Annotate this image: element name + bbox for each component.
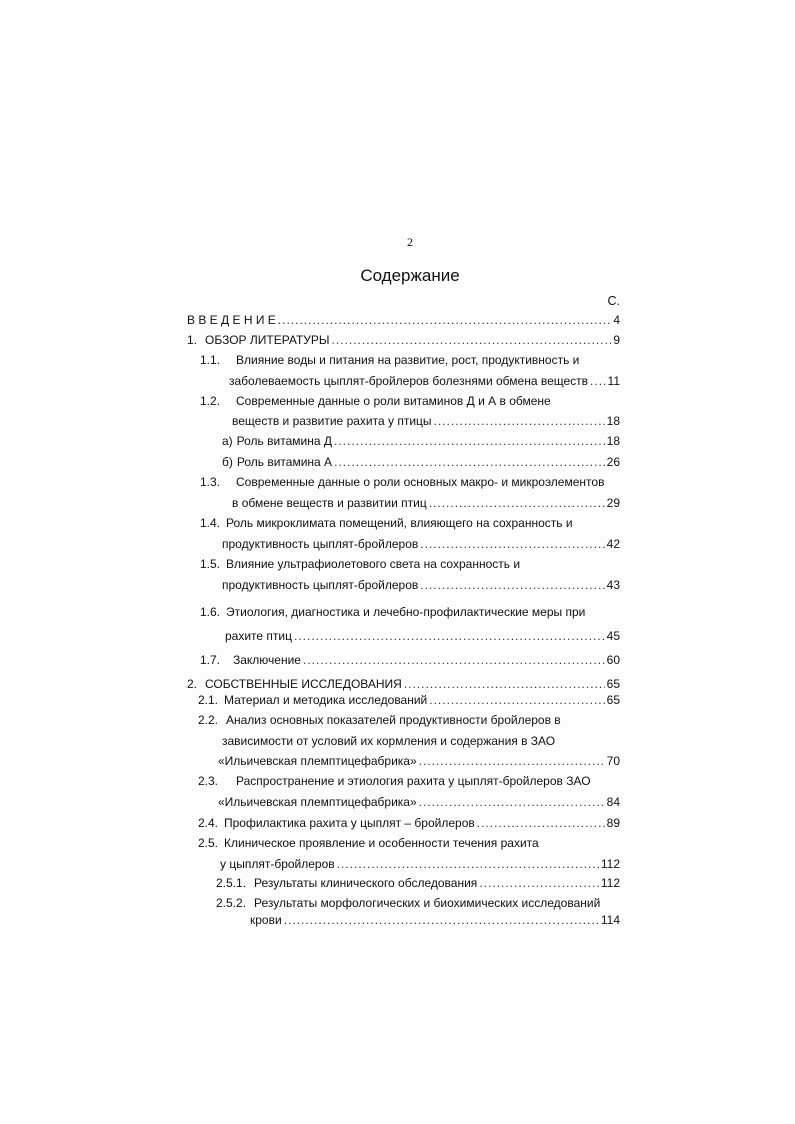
toc-entry-continuation <box>218 754 620 768</box>
toc-entry-text: Результаты морфологических и биохимических исследований <box>254 896 601 910</box>
toc-entry-text: в обмене веществ и развитии птиц <box>232 496 427 510</box>
toc-entry-page: 84 <box>606 795 620 809</box>
toc-entry-number: а) <box>222 434 233 448</box>
toc-entry-number: б) <box>222 455 233 469</box>
toc-entry-page: 26 <box>606 455 620 469</box>
toc-entry-number: 2.3. <box>198 774 219 788</box>
toc-entry-text: Распространение и этиология рахита у цыплят-бройлеров ЗАО <box>236 774 591 788</box>
dot-leader <box>429 496 605 510</box>
toc-entry-number: 2.5. <box>198 836 219 850</box>
toc-entry-continuation <box>229 374 620 388</box>
toc-entry-text: Современные данные о роли основных макро- и микроэлементов <box>236 475 605 489</box>
toc-entry-number: 1.4. <box>200 516 221 530</box>
toc-entry-page: 42 <box>606 537 620 551</box>
toc-entry <box>200 353 579 367</box>
toc-entry-number: 1.5. <box>200 557 221 571</box>
toc-entry <box>200 653 620 667</box>
toc-entry-text: Влияние воды и питания на развитие, рост, продуктивность и <box>236 353 580 367</box>
dot-leader <box>420 537 604 551</box>
toc-entry-text: В В Е Д Е Н И Е <box>187 313 276 327</box>
toc-entry-number: 2.2. <box>198 713 219 727</box>
dot-leader <box>479 876 599 890</box>
toc-entry-text: Результаты клинического обследования <box>254 876 478 890</box>
toc-entry-number: 2.5.1. <box>216 876 247 890</box>
dot-leader <box>332 333 612 347</box>
dot-leader <box>294 629 605 643</box>
page-title: Содержание <box>360 266 460 285</box>
toc-entry-page: 114 <box>600 913 620 927</box>
toc-entry-text: «Ильичевская племптицефабрика» <box>218 795 417 809</box>
toc-entry-text: Роль витамина А <box>236 455 333 469</box>
dot-leader <box>419 795 605 809</box>
toc-entry <box>216 876 620 890</box>
toc-entry-text: рахите птиц <box>225 629 292 643</box>
dot-leader <box>419 754 605 768</box>
toc-entry-text: Роль микроклимата помещений, влияющего на сохранность и <box>226 516 573 530</box>
toc-entry-number: 1.1. <box>200 353 221 367</box>
dot-leader <box>477 816 605 830</box>
toc-entry <box>187 677 620 691</box>
toc-entry-page: 70 <box>606 754 620 768</box>
toc-entry <box>200 516 573 530</box>
toc-entry <box>198 693 620 707</box>
toc-entry-page: 18 <box>606 414 620 428</box>
toc-entry <box>198 836 539 850</box>
toc-entry-number: 1.7. <box>200 653 221 667</box>
toc-entry <box>200 394 551 408</box>
toc-entry-continuation <box>232 414 620 428</box>
toc-entry-text: Анализ основных показателей продуктивности бройлеров в <box>226 713 561 727</box>
dot-leader <box>334 455 605 469</box>
toc-entry <box>216 896 600 910</box>
toc-entry-page: 65 <box>606 693 620 707</box>
toc-entry-continuation <box>222 734 555 748</box>
toc-entry-text: Заключение <box>233 653 301 667</box>
toc-entry <box>198 774 591 788</box>
toc-entry-text: у цыплят-бройлеров <box>220 857 335 871</box>
page-number: 2 <box>407 235 413 249</box>
toc-entry-continuation <box>220 857 620 871</box>
toc-entry-text: крови <box>250 913 282 927</box>
toc-entry <box>200 605 585 619</box>
toc-entry-text: веществ и развитие рахита у птицы <box>232 414 432 428</box>
toc-entry-page: 45 <box>606 629 620 643</box>
toc-entry-page: 9 <box>613 333 620 347</box>
toc-entry-text: Влияние ультрафиолетового света на сохранность и <box>226 557 521 571</box>
toc-entry <box>198 713 561 727</box>
toc-entry-text: Профилактика рахита у цыплят – бройлеров <box>224 816 475 830</box>
toc-entry-text: СОБСТВЕННЫЕ ИССЛЕДОВАНИЯ <box>205 677 402 691</box>
toc-entry-continuation <box>222 578 620 592</box>
dot-leader <box>420 578 604 592</box>
toc-entry-text: Этиология, диагностика и лечебно-профилактические меры при <box>226 605 586 619</box>
toc-entry <box>187 333 620 347</box>
toc-entry-text: Роль витамина Д <box>236 434 332 448</box>
toc-entry-number: 1.6. <box>200 605 221 619</box>
toc-entry-number: 1.2. <box>200 394 221 408</box>
toc-entry-text: зависимости от условий их кормления и содержания в ЗАО <box>222 734 556 748</box>
dot-leader <box>334 434 605 448</box>
toc-entry-page: 112 <box>600 857 620 871</box>
toc-entry-page: 89 <box>606 816 620 830</box>
page-column-label: С. <box>607 294 620 308</box>
toc-entry-continuation <box>218 795 620 809</box>
toc-entry-text: Современные данные о роли витаминов Д и А в обмене <box>236 394 551 408</box>
toc-entry <box>200 557 520 571</box>
toc-entry-text: ОБЗОР ЛИТЕРАТУРЫ <box>205 333 330 347</box>
toc-entry-page: 112 <box>600 876 620 890</box>
toc-entry-page: 43 <box>606 578 620 592</box>
toc-entry-number: 2.4. <box>198 816 219 830</box>
toc-entry-number: 1.3. <box>200 475 221 489</box>
toc-entry-text: продуктивность цыплят-бройлеров <box>222 537 419 551</box>
dot-leader <box>303 653 605 667</box>
toc-entry <box>187 313 620 327</box>
toc-entry <box>198 816 620 830</box>
toc-entry-continuation <box>250 913 620 927</box>
toc-entry-number: 2. <box>187 677 198 691</box>
toc-entry-number: 1. <box>187 333 198 347</box>
toc-entry-page: 11 <box>607 374 620 388</box>
toc-entry-continuation <box>225 629 620 643</box>
dot-leader <box>337 857 599 871</box>
toc-entry-continuation <box>232 496 620 510</box>
dot-leader <box>429 693 604 707</box>
toc-entry-text: заболеваемость цыплят-бройлеров болезнями обмена веществ <box>229 374 589 388</box>
toc-entry-page: 4 <box>613 313 620 327</box>
dot-leader <box>284 913 599 927</box>
toc-entry-page: 60 <box>606 653 620 667</box>
dot-leader <box>404 677 605 691</box>
toc-entry-text: Клиническое проявление и особенности течения рахита <box>224 836 539 850</box>
toc-entry-number: 2.5.2. <box>216 896 247 910</box>
dot-leader <box>590 374 606 388</box>
toc-entry-page: 29 <box>606 496 620 510</box>
toc-entry-continuation <box>222 537 620 551</box>
toc-entry <box>222 455 620 469</box>
toc-entry-page: 18 <box>606 434 620 448</box>
toc-entry-text: продуктивность цыплят-бройлеров <box>222 578 419 592</box>
toc-entry <box>222 434 620 448</box>
toc-entry-page: 65 <box>606 677 620 691</box>
toc-entry-text: «Ильичевская племптицефабрика» <box>218 754 417 768</box>
toc-entry-text: Материал и методика исследований <box>224 693 428 707</box>
toc-entry-number: 2.1. <box>198 693 219 707</box>
dot-leader <box>434 414 605 428</box>
toc-entry <box>200 475 604 489</box>
dot-leader <box>278 313 612 327</box>
